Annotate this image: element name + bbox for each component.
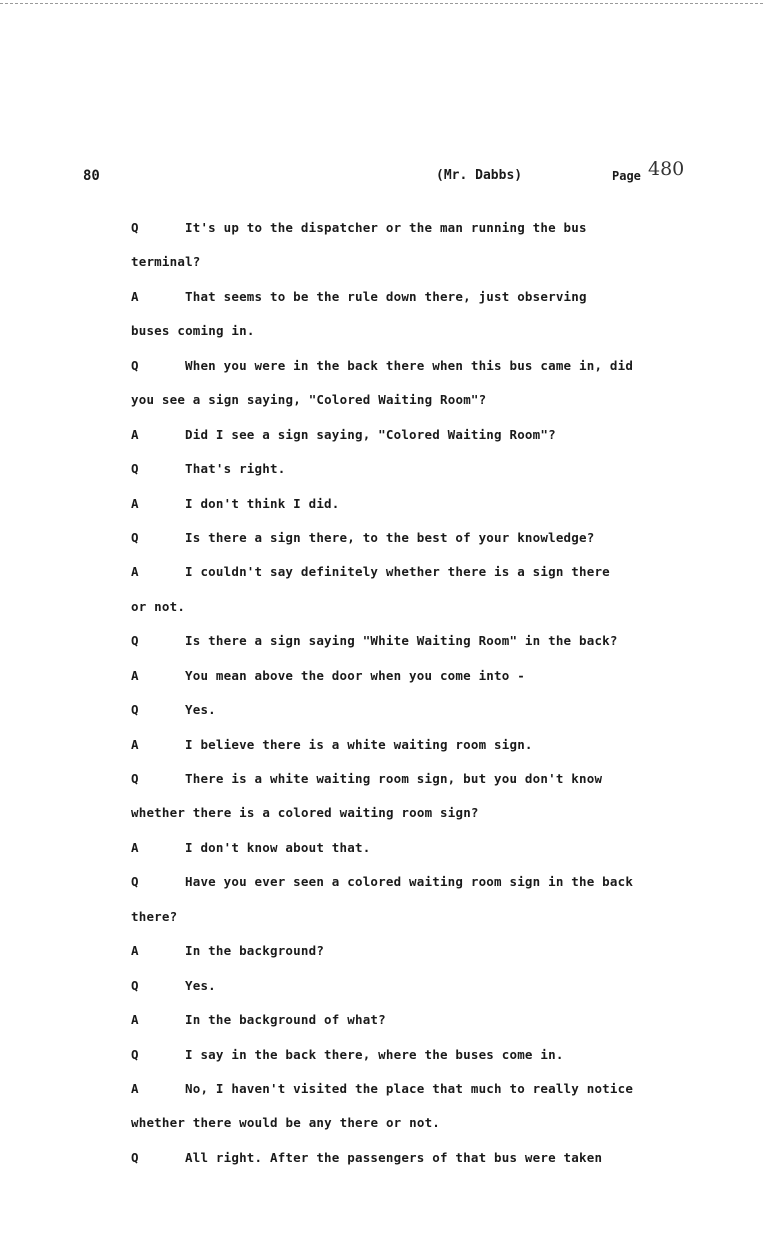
speaker-label: A [131, 426, 139, 442]
speaker-label: A [131, 1080, 139, 1096]
line-text: No, I haven't visited the place that much to really notice [185, 1080, 634, 1096]
line-text: All right. After the passengers of that bus were taken [185, 1149, 603, 1165]
line-text: In the background of what? [185, 1012, 386, 1028]
speaker-label: Q [131, 1149, 139, 1165]
speaker-label: A [131, 495, 139, 511]
continuation-line [0, 798, 763, 832]
top-border-line [0, 3, 763, 4]
continuation-line [0, 316, 763, 350]
line-text: That seems to be the rule down there, just observing [185, 288, 587, 304]
speaker-label: A [131, 288, 139, 304]
line-text: I say in the back there, where the buses come in. [185, 1046, 564, 1062]
answer-line [0, 557, 763, 591]
question-line [0, 867, 763, 901]
line-text: That's right. [185, 461, 286, 477]
speaker-label: Q [131, 461, 139, 477]
line-text: you see a sign saying, "Colored Waiting Room"? [131, 392, 487, 408]
line-text: Yes. [185, 977, 216, 993]
page-label: Page [612, 169, 641, 183]
line-text: When you were in the back there when this bus came in, did [185, 357, 634, 373]
speaker-label: A [131, 564, 139, 580]
line-text: Is there a sign there, to the best of your knowledge? [185, 529, 595, 545]
speaker-label: A [131, 1012, 139, 1028]
question-line [0, 213, 763, 247]
question-line [0, 764, 763, 798]
answer-line [0, 282, 763, 316]
speaker-label: Q [131, 220, 139, 235]
question-line [0, 971, 763, 1005]
continuation-line [0, 1108, 763, 1142]
continuation-line [0, 247, 763, 281]
page-stamp-number: 480 [648, 158, 685, 180]
line-text: or not. [131, 598, 186, 614]
speaker-label: Q [131, 874, 139, 890]
answer-line [0, 936, 763, 970]
question-line [0, 351, 763, 385]
speaker-label: Q [131, 702, 139, 718]
continuation-line [0, 902, 763, 936]
line-text: I don't know about that. [185, 839, 371, 855]
line-text: In the background? [185, 943, 325, 959]
line-text: I couldn't say definitely whether there is a sign there [185, 564, 610, 580]
answer-line [0, 1074, 763, 1108]
question-line [0, 454, 763, 488]
question-line [0, 626, 763, 660]
answer-line [0, 661, 763, 695]
line-text: I believe there is a white waiting room sign. [185, 736, 533, 752]
speaker-label: Q [131, 529, 139, 545]
line-text: there? [131, 908, 178, 924]
answer-line [0, 833, 763, 867]
answer-line [0, 489, 763, 523]
answer-line [0, 420, 763, 454]
line-text: Have you ever seen a colored waiting room sign in the back [185, 874, 634, 890]
line-text: Did I see a sign saying, "Colored Waiting Room"? [185, 426, 556, 442]
line-text: terminal? [131, 254, 201, 270]
speaker-label: A [131, 667, 139, 683]
line-text: whether there is a colored waiting room sign? [131, 805, 479, 821]
question-line [0, 523, 763, 557]
speaker-label: Q [131, 771, 139, 786]
speaker-label: A [131, 736, 139, 752]
line-text: You mean above the door when you come into - [185, 667, 525, 683]
witness-name: (Mr. Dabbs) [436, 168, 523, 183]
speaker-label: A [131, 943, 139, 959]
answer-line [0, 1005, 763, 1039]
speaker-label: Q [131, 633, 139, 649]
line-text: It's up to the dispatcher or the man running the bus [185, 220, 587, 235]
line-text: I don't think I did. [185, 495, 340, 511]
answer-line [0, 730, 763, 764]
continuation-line [0, 385, 763, 419]
question-line [0, 695, 763, 729]
question-line [0, 1143, 763, 1177]
line-text: whether there would be any there or not. [131, 1115, 441, 1131]
speaker-label: Q [131, 357, 139, 373]
speaker-label: A [131, 839, 139, 855]
speaker-label: Q [131, 977, 139, 993]
line-text: There is a white waiting room sign, but you don't know [185, 771, 603, 786]
continuation-line [0, 592, 763, 626]
line-text: buses coming in. [131, 323, 255, 339]
page-number: 80 [83, 168, 100, 184]
line-text: Is there a sign saying "White Waiting Room" in the back? [185, 633, 618, 649]
transcript-body [0, 213, 763, 1177]
line-text: Yes. [185, 702, 216, 718]
speaker-label: Q [131, 1046, 139, 1062]
question-line [0, 1040, 763, 1074]
page-header [0, 158, 763, 188]
